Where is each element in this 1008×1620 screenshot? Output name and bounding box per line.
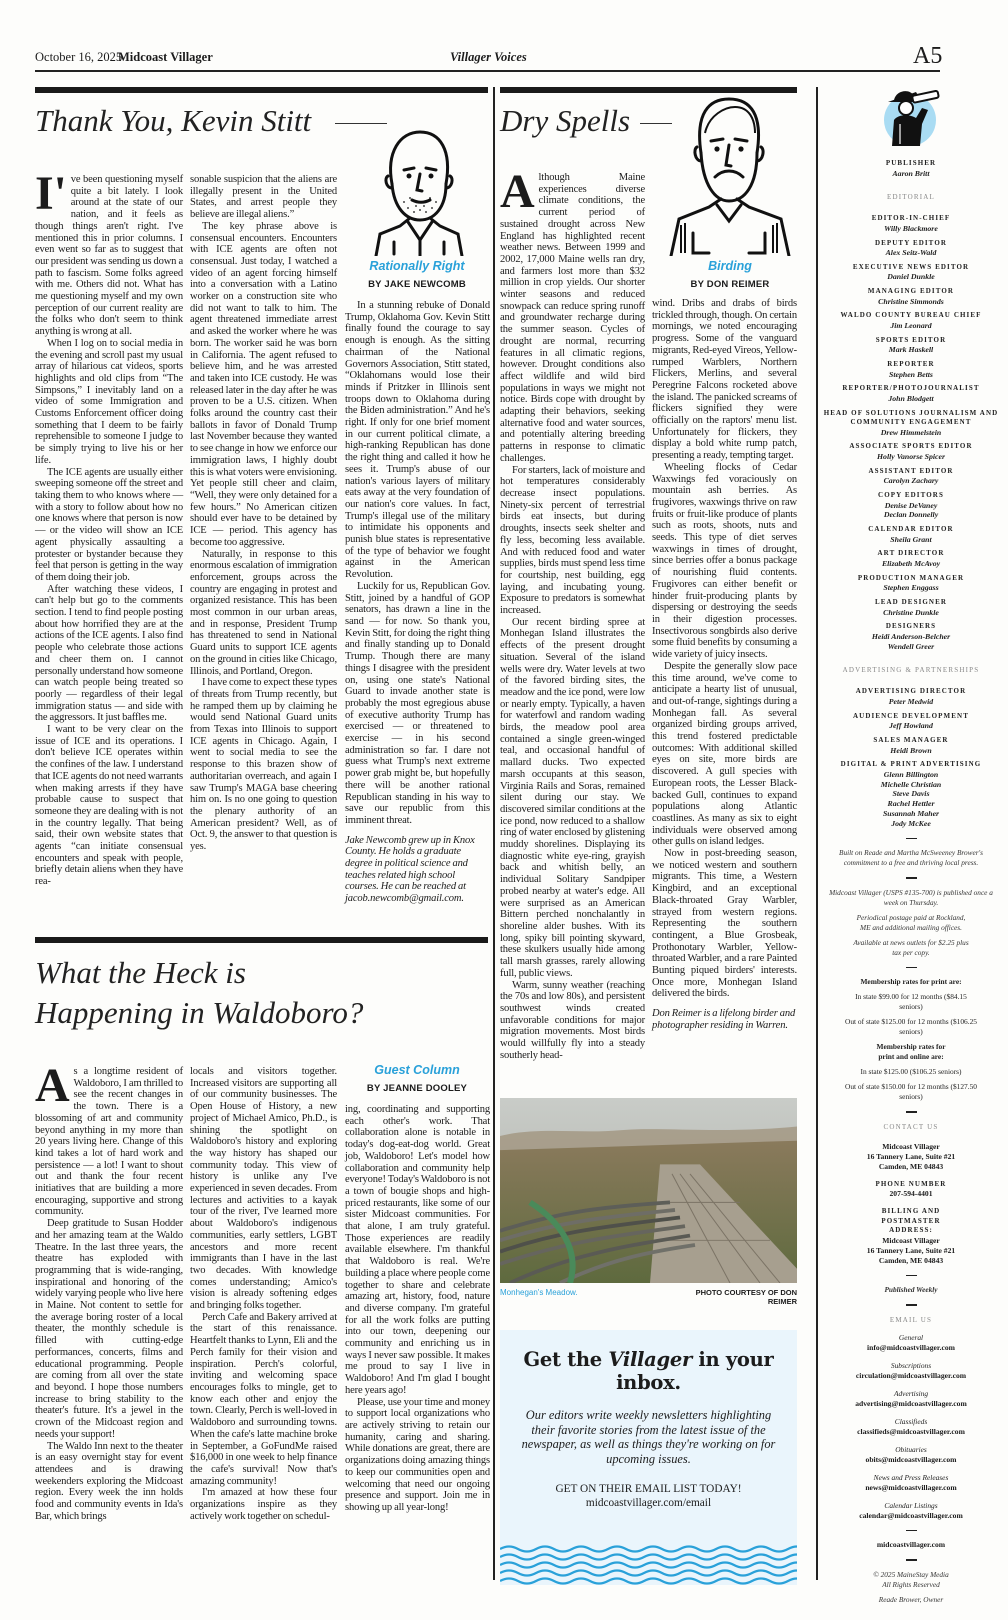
masthead-name: Stephen Enggass [883,583,939,593]
email-entry [822,1389,1000,1409]
phone-label: PHONE NUMBER [875,1179,947,1188]
email-address[interactable]: classifieds@midcoastvillager.com [857,1426,965,1436]
article-column [35,1059,183,1522]
email-list [822,1333,1000,1521]
article-title: Thank You, Kevin Stitt [35,103,312,138]
rate-line: Out of state $150.00 for 12 months ($127.50 seniors) [845,1082,977,1102]
email-entry [822,1417,1000,1437]
author-bio: Don Reimer is a lifelong birder and photographer residing in Warren. [652,1008,796,1031]
article-title: Dry Spells [500,103,631,138]
divider [906,1559,917,1561]
usps-note: Midcoast Villager (USPS #135-700) is published once a week on Thursday. [829,887,993,907]
masthead-role: ASSISTANT EDITOR [868,466,954,475]
divider [906,1530,917,1532]
jake-newcomb-portrait-icon [370,122,466,256]
paragraph: I've been questioning myself quite a bit lately. I look around at the state of our nation, and it feels as though things aren't right. I've mentioned this in prior columns. I even went so far as to suggest that our president was sending us down a path to fascism. Some folks agreed with me. Others did not. What has me questioning myself and my own perception of our current reality are the folks who don't seem to think anything is wrong at all. [35,167,183,338]
masthead-entry [822,467,1000,486]
article-column [652,298,797,1032]
masthead-role: DESIGNERS [885,622,937,631]
masthead-name: Wendell Greer [887,641,935,651]
email-label: Classifieds [894,1416,928,1426]
newsstand-note: Available at news outlets for $2.25 plus tax per copy. [853,937,969,957]
masthead-role: SALES MANAGER [873,736,949,745]
masthead-name: Glenn Billington [883,769,939,779]
paragraph: locals and visitors together. Increased visitors are supporting all of our community businesses. The Open House of History, a new project of Michael Amico, Ph.D., is shining the spotlight on Waldoboro's history and exploring the way history has shaped our community today. This view of history is unlike any I've experienced in seven decades. From lectures and activities to a kayak tour of the river, I've learned more about Waldoboro's indigenous communities, early settlers, LGBT ancestors and more recent immigrants than I have in the last two decades. With knowledge comes understanding; Amico's vision is already softening edges and bringing folks together. [190,1066,337,1312]
email-address[interactable]: info@midcoastvillager.com [867,1342,955,1352]
paragraph: Luckily for us, Republican Gov. Stitt, joined by a handful of GOP senators, has drawn a line in the sand — for now. So thank you, Kevin Stitt, for doing the right thing and finally standing up to Donald Trump. Though there are many things I disagree with the president on, using one state's National Guard to invade another state is probably the most egregious abuse of executive authority Trump has exercised — or threatened to exercise — in his second administration so far. I dare not guess what Trump's next extreme power grab might be, but hopefully there will be another rational Republican standing in his way to save our republic from this imminent threat. [345,580,490,826]
address-line: Midcoast Villager [882,1141,940,1151]
paragraph: sonable suspicion that the aliens are illegally present in the United States, and arrest people they believe are illegal aliens.” [190,174,337,221]
masthead-role: LEAD DESIGNER [874,598,948,607]
paragraph: After watching these videos, I can't help but go to the comments section. I tend to find people posting about how horrified they are at the actions of the ICE agents. I also find people who celebrate those actions and cheer them on. I cannot personally understand how someone can watch people being treated so poorly — regardless of their legal immigration status — and side with the aggressors. It just baffles me. [35,583,183,724]
masthead-entry [822,159,1000,178]
masthead-entry [822,687,1000,706]
email-label: Calendar Listings [884,1500,938,1510]
masthead-role: ASSOCIATE SPORTS EDITOR [849,442,973,451]
masthead-entry [822,712,1000,731]
title-line: What the Heck is [35,955,246,990]
masthead-role: REPORTER/PHOTOJOURNALIST [842,384,980,393]
issue-date: October 16, 2025 [35,50,123,64]
rates-label: Membership rates for print are: [860,977,962,987]
email-label: General [898,1332,924,1342]
masthead-name: Carolyn Zachary [883,476,939,486]
masthead-entry [822,214,1000,233]
masthead-role: HEAD OF SOLUTIONS JOURNALISM AND COMMUNITY ENGAGEMENT [823,408,999,427]
newsletter-blurb: Our editors write weekly newsletters highlighting their favorite stories from the latest issue of the newspaper, as well as things they're working on for upcoming issues. [521,1408,776,1466]
divider [906,877,917,879]
paragraph: Naturally, in response to this enormous escalation of immigration enforcement, groups across the country are engaging in protest and organized resistance. This has been most common in our urban areas, and in response, President Trump has threatened to send in National Guard units to support ICE agents on the ground in cities like Chicago, Illinois, and Portland, Oregon. [190,548,337,677]
masthead-name: Susannah Maher [882,809,940,819]
rate-line: In state $125.00 ($106.25 seniors) [860,1067,962,1077]
masthead-name: Christine Simmonds [878,296,944,306]
masthead-name: Heidi Anderson-Belcher [871,631,951,641]
photo-caption: Monhegan's Meadow. [500,1288,578,1297]
masthead-name: Rachel Hettler [887,799,935,809]
waves-decoration-icon [500,1545,797,1585]
paragraph: Warm, sunny weather (reaching the 70s and low 80s), and persistent southwest winds created unfavorable conditions for major migration movements. Most birds would willfully fly into a steady southerly head- [500,979,645,1061]
postage-note: Periodical postage paid at Rockland, ME and additional mailing offices. [856,912,966,932]
paragraph: Wheeling flocks of Cedar Waxwings fed voraciously on mountain ash berries. As frugivores, waxwings thrive on raw fruits or fruit-like produce of plants such as roots, shoots, nuts and seeds. This type of diet serves waxwings in times of drought, since berries offer a bonus package of nourishing fluid contents. Frugivores can either benefit or hinder fruit-producing plants by dispersing or destroying the seeds in their digestion processes. Insectivorous songbirds also derive some fluid benefits by consuming a wide variety of juicy insects. [652,461,797,661]
email-entry [822,1501,1000,1521]
advertising-staff [822,687,1000,828]
masthead-entry [822,360,1000,379]
paragraph: Deep gratitude to Susan Hodder and her amazing team at the Waldo Theatre. In the last three years, the theatre has exploded with programming that is wide-ranging, inspirational and honoring of the widely varying people who live here in Maine. Not content to settle for the average boring roster of a local theater, the monthly schedule is filled with cutting-edge performances, concerts, films and educational programming. People are coming from all over the state and beyond. I hope those numbers increase to bring stability to the theater's future. It's a jewel in the crown of the Midcoast region and needs your support! [35,1218,183,1440]
paragraph: I want to be very clear on the issue of ICE and its operations. I don't believe ICE operates within the confines of the law. I understand that ICE agents do not need warrants when making arrests if they have probable cause to suspect that someone they are dealing with is not in the country legally. That being said, their own website states that agents “can initiate consensual encounters and speak with people, briefly detain aliens when they have rea- [35,724,184,888]
masthead-name: Steve Davis [892,789,930,799]
masthead-name: Alex Seitz-Wald [885,248,937,258]
masthead-name: Stephen Betts [889,369,933,379]
page-number: A5 [913,43,943,69]
paragraph: In a stunning rebuke of Donald Trump, Oklahoma Gov. Kevin Stitt finally found the courage to say enough is enough. As the sitting chairman of the National Governors Association, Stitt stated, “Oklahomans would lose their minds if Pritzker in Illinois sent troops down to Oklahoma during the Biden administration.” And he's right. If only for one brief moment in our current political climate, a high-ranking Republican has done the right thing and called it how he sees it. Trump's abuse of our nation's various layers of military eats away at the very foundation of our nation's core values. In fact, Trump's illegal use of the military to intimidate his opponents and punish blue states is representative of the type of behavior we fought against in the American Revolution. [345,300,490,581]
masthead-role: AUDIENCE DEVELOPMENT [853,711,969,720]
paragraph: Our recent birding spree at Monhegan Island illustrates the effects of the present drought situation. Several of the island wells were dry. Water levels at two of the favored birding sites, the meadow and the ice pond, were low or nearly empty. Typically, a haven for waterfowl and random wading birds, the meadow pool area contained a single green-winged teal, and occasional handful of mallard ducks. Two expected marsh occupants at this season, Virginia Rails and Soras, remained silent during our stay. We discovered similar conditions at the ice pond, now reduced to a shallow ring of water enclosed by glistening muddy shorelines. Displaying its diagnostic white eye-ring, grayish back and whitish belly, an individual Solitary Sandpiper probed nearby at water's edge. All were surprised as an American Bittern perched nonchalantly in shoreline alder bushes. With its long, spiky bill pointing skyward, these skulkers usually hide among tall marsh grasses, rarely allowing full, public views. [500,616,645,979]
masthead-name: Daniel Dunkle [887,272,935,282]
paragraph: The key phrase above is consensual encounters. Encounters with ICE agents are often not consensual. Just today, I watched a video of an agent forcing himself into a conversation with a Latino worker on a construction site who did not want to talk to him. The agent threatened immediate arrest and asked the worker where he was born. The worker said he was born in California. The agent refused to believe him, and he was arrested and taken into ICE custody. He was released later in the day after he was proven to be a U.S. citizen. When folks around the country cast their ballots in favor of Donald Trump last November because they wanted to see change in how we enforce our immigration laws, I highly doubt this is what voters were envisioning. Yet people still cheer and claim, “Well, they were only detained for a few hours.” No American citizen should ever have to be detained by ICE — period. This agency has become too aggressive. [190,220,337,548]
email-label: News and Press Releases [873,1472,949,1482]
paragraph: Perch Cafe and Bakery arrived at the start of this renaissance. Heartfelt thanks to Lynn, Eli and the Perch family for their vision and inspiration. Perch's colorful, inviting and welcoming space encourages folks to mingle, get to know each other and enjoy the town. Clearly, Perch is well-loved in Waldoboro and surrounding towns. When the cafe's latte machine broke in September, a GoFundMe raised $16,000 in one week to help finance the cafe's survival! Now that's amazing community! [190,1311,337,1487]
newsletter-link[interactable]: midcoastvillager.com/email [585,1497,712,1509]
masthead-role: COPY EDITORS [878,491,944,500]
address-line: 16 Tannery Lane, Suite #21 [866,1245,956,1255]
billing-label: BILLING AND POSTMASTER ADDRESS: [881,1207,941,1235]
masthead-role: CALENDAR EDITOR [868,525,954,534]
divider [906,1275,917,1277]
divider [906,1111,917,1113]
divider [906,967,917,969]
masthead [822,84,1000,1610]
address-line: 16 Tannery Lane, Suite #21 [866,1151,956,1161]
don-reimer-portrait-icon [665,93,795,256]
section-bar [35,87,488,93]
masthead-role: PRODUCTION MANAGER [857,573,965,582]
column-kicker: Rationally Right [369,259,465,273]
masthead-section-advertising: ADVERTISING & PARTNERSHIPS [842,666,980,675]
headline-emphasis: Villager [608,1348,692,1371]
masthead-name: Willy Blackmore [884,223,938,233]
masthead-entry [822,549,1000,568]
masthead-name: John Blodgett [888,393,934,403]
article-title [35,953,363,1033]
masthead-entry [822,311,1000,330]
email-address[interactable]: obits@midcoastvillager.com [865,1454,957,1464]
copyright: © 2025 MaineStay Media [873,1569,949,1579]
paragraph: I'm amazed at how these four organizations inspire as they actively work together on schedul- [190,1487,337,1522]
masthead-entry [822,598,1000,617]
article-column [190,1066,337,1522]
website-link[interactable]: midcoastvillager.com [876,1540,946,1550]
masthead-entry [822,409,1000,438]
email-entry [822,1445,1000,1465]
masthead-name: Drew Himmelstein [880,427,942,437]
masthead-name: Sheila Grant [890,534,932,544]
address-line: Camden, ME 04843 [878,1255,944,1265]
masthead-name: Declan Donnelly [883,510,939,520]
masthead-entry [822,336,1000,355]
email-entry [822,1473,1000,1493]
byline: BY JAKE NEWCOMB [368,279,466,290]
divider [906,1304,917,1306]
paragraph: Despite the generally slow pace this time around, we've come to anticipate a hearty list of unusual, and out-of-range, sightings during a Monhegan fall. As several organized birding groups arrived, this trend fostered predictable outcomes: With additional skilled eyes on site, more birds are discovered. A gull species with European roots, the Lesser Black-backed Gull, continues to expand populations along Atlantic coastlines. As many as six to eight individuals were observed among other gulls on island ledges. [652,660,797,848]
paragraph: The ICE agents are usually either sweeping someone off the street and taking them to who knows where — with a story to follow about how no one knows where that person is now — or the video will show an ICE agent physically assaulting a protester or bystander because they feel that person is getting in the way of them doing their job. [35,466,183,583]
masthead-name: Michelle Christian [880,779,942,789]
paragraph: I have come to expect these types of threats from Trump recently, but he ramped them up by claiming he would send National Guard units from Texas into Illinois to support ICE agents in Chicago. Again, I went to social media to see the response to this brazen show of authoritarian overreach, and again I saw Trump's MAGA base cheering him on. Is no one going to question the plenary authority of an American president? Well, as of Oct. 9, the answer to that question is yes. [190,677,337,853]
email-address[interactable]: news@midcoastvillager.com [865,1482,957,1492]
masthead-name: Denise DeVaney [884,500,938,510]
article-column [345,1104,490,1514]
email-label: Obituaries [895,1444,927,1454]
masthead-name: Jody McKee [891,818,931,828]
email-entry [822,1333,1000,1353]
email-label: EMAIL US [889,1315,933,1324]
column-kicker: Birding [708,259,752,273]
header-rule [35,70,940,72]
masthead-role: MANAGING EDITOR [867,287,955,296]
column-divider [493,87,495,1580]
paragraph: Please, use your time and money to support local organizations who are actively striving to retain our humanity, caring and sharing. While donations are great, there are organizations doing amazing things to keep our communities open and welcoming that need our ongoing presence and support. Join me in showing up all year-long! [345,1396,490,1513]
meadow-photo [500,1098,797,1283]
section-bar [35,937,488,943]
masthead-entry [822,622,1000,651]
email-label: Advertising [893,1388,929,1398]
paragraph: For starters, lack of moisture and hot temperatures considerably decrease insect populations. Ninety-six percent of terrestrial birds eat insects, but during droughts, insects seek shelter and fly less, becoming less available. And with reduced food and water supplies, birds must spend less time for courtship, nest building, egg laying, and incubating young. Exposure to predators is somewhat increased. [500,464,645,617]
headline-text: Get the [523,1348,609,1371]
title-line: Happening in Waldoboro? [35,995,364,1030]
masthead-name: Jeff Howland [889,721,933,731]
rights-reserved: All Rights Reserved [882,1579,940,1589]
masthead-name: Elizabeth McAvoy [881,558,941,568]
masthead-role: ART DIRECTOR [877,549,945,558]
paragraph: The Waldo Inn next to the theater is an easy overnight stay for event attendees and is drawing weekenders exploring the Midcoast region. Every week the inn holds food and community events in Ida's Bar, which brings [35,1440,183,1522]
masthead-entry [822,736,1000,755]
masthead-role: DEPUTY EDITOR [874,238,948,247]
paragraph: wind. Dribs and drabs of birds trickled through, though. On certain mornings, we noted encouraging progress. Some of the vanguard migrants, Red-eyed Vireos, Yellow-rumped Warblers, Northern Flickers, Merlins, and several Peregrine Falcons rocketed above the island. The panicked screams of flickers signified they were officially on the raptors' menu list. Unfortunately for flickers, they display a bold white rump patch, presenting a ready, tempting target. [652,298,797,462]
paragraph: ing, coordinating and supporting each other's work. That collaboration alone is notable in today's dog-eat-dog world. Great job, Waldoboro! Let's model how collaboration and community help everyone! Today's Waldoboro is not a town of bougie shops and high-priced restaurants, like some of our sister Midcoast communities. For that alone, I am truly grateful. Those experiences are readily available elsewhere. I'm thankful that Waldoboro is real. We're building a place where people come together to share and celebrate amazing art, history, food, nature and diverse company. I'm grateful for all the work folks are putting into our town, deepening our community and enriching us in ways I never saw possible. It makes me proud to say I live in Waldoboro! And I'm glad I bought here years ago! [345,1104,490,1396]
owner: Reade Brower, Owner [878,1594,944,1604]
masthead-entry [822,287,1000,306]
contact-address [822,1142,1000,1172]
article-column [500,165,645,1061]
masthead-name: Peter Medwid [888,696,934,706]
editorial-staff [822,214,1000,651]
byline: BY DON REIMER [690,279,770,290]
masthead-role: ADVERTISING DIRECTOR [855,687,967,696]
paragraph: Although Maine experiences diverse climate conditions, the current period of sustained drought across New England has highlighted recent weather news. Between 1999 and 2002, 17,000 Maine wells ran dry, and farmers lost more than $32 million in crop yields. Our shorter winter seasons and reduced snowpack can reduce spring runoff and groundwater recharge during the summer season. Cycles of drought are normal, recurring features in all climatic regions, however. Drought conditions also affect wildlife and wild bird populations in ways we might not notice. Birds cope with drought by adapting their behaviors, seeking alternative food and water sources, and potentially altering breeding patterns in response to climatic challenges. [500,165,645,464]
masthead-entry [822,239,1000,258]
address-line: Midcoast Villager [882,1235,940,1245]
newsletter-headline [500,1348,797,1394]
email-entry [822,1361,1000,1381]
masthead-section-editorial: EDITORIAL [887,193,935,202]
paper-name: Midcoast Villager [118,50,213,64]
paragraph: Now in post-breeding season, we noticed western and southern migrants. This time, a Western Kingbird, and an exceptional Black-throated Gray Warbler, strayed from western regions. Representing the southern contingent, a Blue Grosbeak, Prothonotary Warbler, Yellow-throated Warbler, and a rare Painted Bunting piqued birders' interests. Once more, Monhegan Island delivered the birds. [652,848,797,1000]
masthead-role: PUBLISHER [885,159,937,167]
commitment-note: Built on Reade and Martha McSweeney Brower's commitment to a free and thriving local press. [839,848,983,868]
newsletter-cta: GET ON THEIR EMAIL LIST TODAY! [555,1483,742,1495]
masthead-role: DIGITAL & PRINT ADVERTISING [840,760,982,769]
phone-number: 207-594-4401 [889,1189,933,1199]
masthead-name: Christine Dunkle [883,607,939,617]
masthead-name: Holly Vanorse Spicer [876,451,945,461]
masthead-name: Mark Haskell [888,345,934,355]
frequency-note: Published Weekly [884,1285,938,1295]
contact-label: CONTACT US [883,1122,939,1131]
author-bio: Jake Newcomb grew up in Knox County. He holds a graduate degree in political science and teaches related high school courses. He can be reached at jacob.newcomb@gmail.com. [345,834,475,905]
section-name: Villager Voices [450,50,527,64]
masthead-name: Heidi Brown [890,745,932,755]
masthead-entry [822,263,1000,282]
masthead-role: SPORTS EDITOR [875,335,947,344]
address-line: Camden, ME 04843 [878,1161,944,1171]
byline: BY JEANNE DOOLEY [366,1083,468,1094]
billing-address [822,1236,1000,1266]
column-kicker: Guest Column [374,1063,460,1077]
telescope-lookout-logo-icon [876,84,946,148]
column-divider [816,87,818,1580]
masthead-entry [822,384,1000,403]
masthead-role: WALDO COUNTY BUREAU CHIEF [840,311,982,320]
masthead-name: Jim Leonard [890,320,932,330]
photo-credit: PHOTO COURTESY OF DON REIMER [695,1288,797,1306]
rate-line: In state $99.00 for 12 months ($84.15 seniors) [855,992,967,1012]
masthead-entry [822,574,1000,593]
email-address[interactable]: advertising@midcoastvillager.com [855,1398,967,1408]
masthead-role: EXECUTIVE NEWS EDITOR [852,262,970,271]
masthead-role: REPORTER [887,360,935,369]
rate-line: Out of state $125.00 for 12 months ($106.25 seniors) [845,1017,977,1037]
masthead-role: EDITOR-IN-CHIEF [871,214,951,223]
masthead-entry [822,760,1000,828]
article-column [190,174,337,853]
masthead-entry [822,491,1000,520]
paragraph: When I log on to social media in the evening and scroll past my usual array of hilarious cat videos, sports highlights and old clips from “The Simpsons,” I inevitably land on a video of some Immigration and Customs Enforcement officer doing something that I deem to be fairly reprehensible to someone I judge to be simply trying to live his or her life. [35,337,183,466]
article-column [345,300,490,905]
email-address[interactable]: circulation@midcoastvillager.com [855,1370,967,1380]
email-label: Subscriptions [890,1360,932,1370]
headline-text: in your inbox. [616,1348,774,1394]
newsletter-promo[interactable] [500,1330,797,1585]
paragraph: As a longtime resident of Waldoboro, I am thrilled to see the recent changes in the town. There is a blossoming of art and community beyond anything in my more than 20 years living here. Change of this kind takes a lot of hard work and persistence — a lot! I want to shout out and thank the four recent initiatives that are building a more encouraging, supportive and strong community. [35,1059,183,1218]
masthead-name: Aaron Britt [892,168,930,178]
masthead-entry [822,442,1000,461]
email-address[interactable]: calendar@midcoastvillager.com [859,1510,963,1520]
rates-label: Membership rates for print and online are: [876,1042,946,1062]
masthead-entry [822,525,1000,544]
article-column [35,167,184,888]
divider [906,838,917,840]
